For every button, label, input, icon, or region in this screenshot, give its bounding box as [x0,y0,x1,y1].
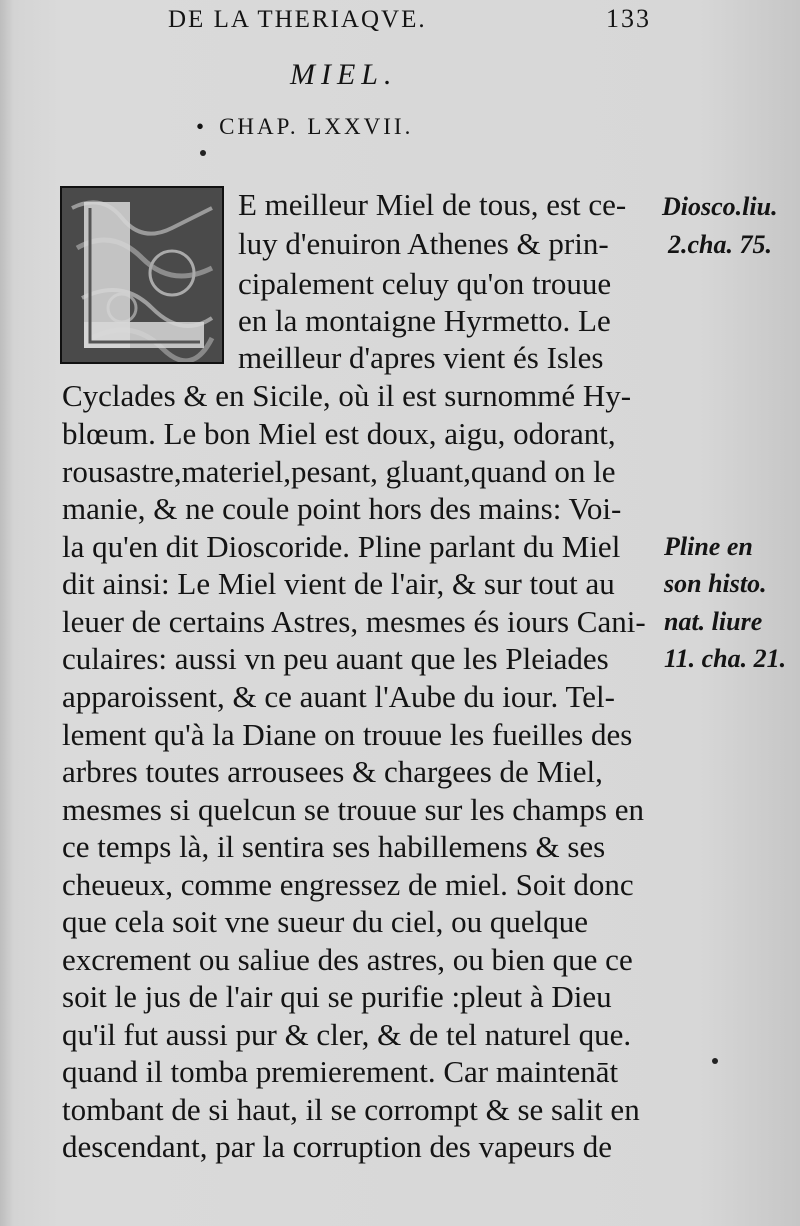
ink-speck-icon [712,1058,718,1064]
text-line: ce temps là, il sentira ses habillemens & ses [62,829,606,864]
chapter-label: CHAP. LXXVII. [219,114,414,139]
text-line: quand il tomba premierement. Car maintenāt [62,1054,619,1089]
text-line: dit ainsi: Le Miel vient de l'air, & sur tout au [62,566,615,601]
margin-note: Pline en [664,532,753,561]
text-line: E meilleur Miel de tous, est ce- [238,187,627,222]
page-header [0,2,800,36]
text-line: qu'il fut aussi pur & cler, & de tel naturel que. [62,1017,632,1052]
text-line: culaires: aussi vn peu auant que les Pleiades [62,641,609,676]
section-title: MIEL. [290,58,398,91]
text-line: apparoissent, & ce auant l'Aube du iour. Tel- [62,679,615,714]
text-line: Cyclades & en Sicile, où il est surnommé Hy- [62,378,632,413]
text-line: soit le jus de l'air qui se purifie :pleut à Dieu [62,979,612,1014]
text-line: mesmes si quelcun se trouue sur les champs en [62,792,644,827]
margin-note: son histo. [664,569,767,598]
ornament-icon [62,188,222,362]
text-line: meilleur d'apres vient és Isles [238,340,604,375]
text-line: arbres toutes arrousees & chargees de Miel, [62,754,603,789]
text-line: tombant de si haut, il se corrompt & se salit en [62,1092,640,1127]
page-number: 133 [606,4,651,33]
margin-note: nat. liure [664,607,763,636]
text-line: rousastre,materiel,pesant, gluant,quand on le [62,454,616,489]
chapter-heading [196,114,413,140]
running-title: DE LA THERIAQVE. [168,6,427,33]
text-line: excrement ou saliue des astres, ou bien que ce [62,942,633,977]
drop-cap-woodcut [60,186,224,364]
text-line: la qu'en dit Dioscoride. Pline parlant du Miel [62,529,621,564]
text-line: cipalement celuy qu'on trouue [238,266,612,301]
text-line: luy d'enuiron Athenes & prin- [238,226,609,261]
text-line: en la montaigne Hyrmetto. Le [238,303,611,338]
text-line: leuer de certains Astres, mesmes és iours Cani- [62,604,646,639]
drop-cap-letter [62,188,63,189]
text-line: lement qu'à la Diane on trouue les fueilles des [62,717,633,752]
text-line: blœum. Le bon Miel est doux, aigu, odorant, [62,416,616,451]
text-line: cheueux, comme engressez de miel. Soit donc [62,867,634,902]
bullet-dot-icon: • [196,114,208,139]
text-line: manie, & ne coule point hors des mains: Voi- [62,491,622,526]
margin-note: Diosco.liu. [662,192,778,221]
margin-note: 11. cha. 21. [664,644,787,673]
text-line: que cela soit vne sueur du ciel, ou quelque [62,904,588,939]
margin-note: 2.cha. 75. [668,230,772,259]
text-line: descendant, par la corruption des vapeurs de [62,1129,613,1164]
ink-speck-icon [200,150,206,156]
